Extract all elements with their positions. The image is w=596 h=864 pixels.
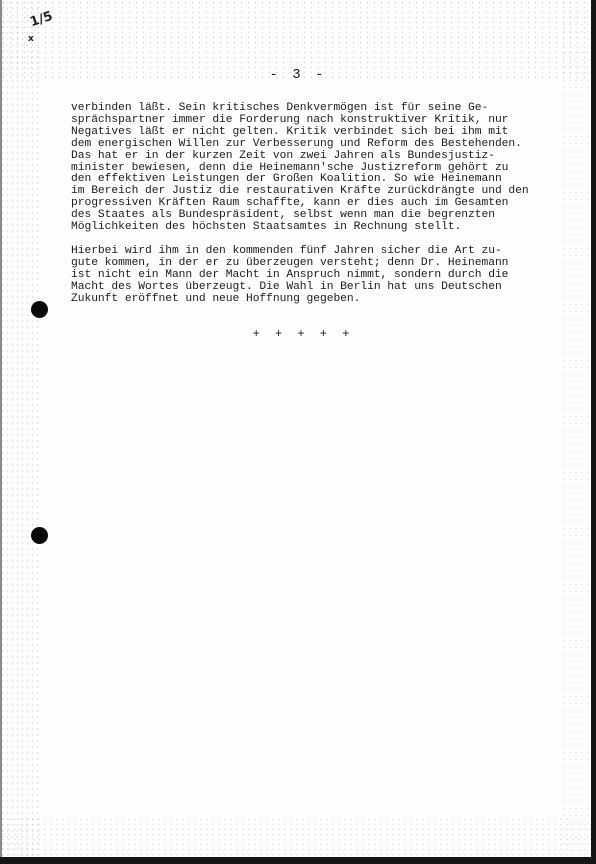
- text-line: Zukunft eröffnet und neue Hoffnung gegeben.: [71, 292, 361, 305]
- handwritten-corner-mark-2: x: [28, 34, 34, 44]
- scan-border-left: [0, 0, 2, 864]
- punch-hole-icon: [31, 527, 48, 544]
- paragraph-2: [71, 246, 571, 306]
- text-line: minister bewiesen, denn die Heinemann'sche Justizreform gehört zu: [71, 161, 509, 174]
- text-line: Macht des Wortes überzeugt. Die Wahl in Berlin hat uns Deutschen: [71, 280, 502, 293]
- text-line: Möglichkeiten des höchsten Staatsamtes in Rechnung stellt.: [71, 221, 462, 234]
- text-line: verbinden läßt. Sein kritisches Denkvermögen ist für seine Ge-: [71, 102, 489, 114]
- text-line: Negatives läßt er nicht gelten. Kritik verbindet sich bei ihm mit: [71, 125, 509, 138]
- paragraph-1: [71, 103, 571, 234]
- scan-border-right: [591, 0, 596, 864]
- text-line: progressiven Kräften Raum schaffte, kann er dies auch im Gesamten: [71, 197, 509, 210]
- punch-hole-icon: [31, 301, 48, 318]
- text-line: sprächspartner immer die Forderung nach konstruktiver Kritik, nur: [71, 113, 509, 126]
- end-marks: + + + + +: [252, 327, 354, 341]
- text-line: ist nicht ein Mann der Macht in Anspruch nimmt, sondern durch die: [71, 268, 509, 281]
- text-line: gute kommen, in der er zu überzeugen versteht; denn Dr. Heinemann: [71, 256, 509, 269]
- scan-noise-bottom: [0, 817, 596, 857]
- text-line: Das hat er in der kurzen Zeit von zwei Jahren als Bundesjustiz-: [71, 149, 495, 162]
- page-number: - 3 -: [269, 67, 327, 83]
- text-line: Hierbei wird ihm in den kommenden fünf Jahren sicher die Art zu-: [71, 245, 502, 257]
- scan-noise-left: [0, 0, 40, 864]
- handwritten-corner-mark: 1/5: [28, 8, 55, 31]
- text-line: dem energischen Willen zur Verbesserung und Reform des Bestehenden.: [71, 137, 522, 150]
- text-line: des Staates als Bundespräsident, selbst wenn man die begrenzten: [71, 209, 495, 222]
- text-line: den effektiven Leistungen der Großen Koalition. So wie Heinemann: [71, 173, 502, 186]
- scan-border-bottom: [0, 857, 596, 864]
- text-line: im Bereich der Justiz die restaurativen Kräfte zurückdrängte und den: [71, 185, 529, 198]
